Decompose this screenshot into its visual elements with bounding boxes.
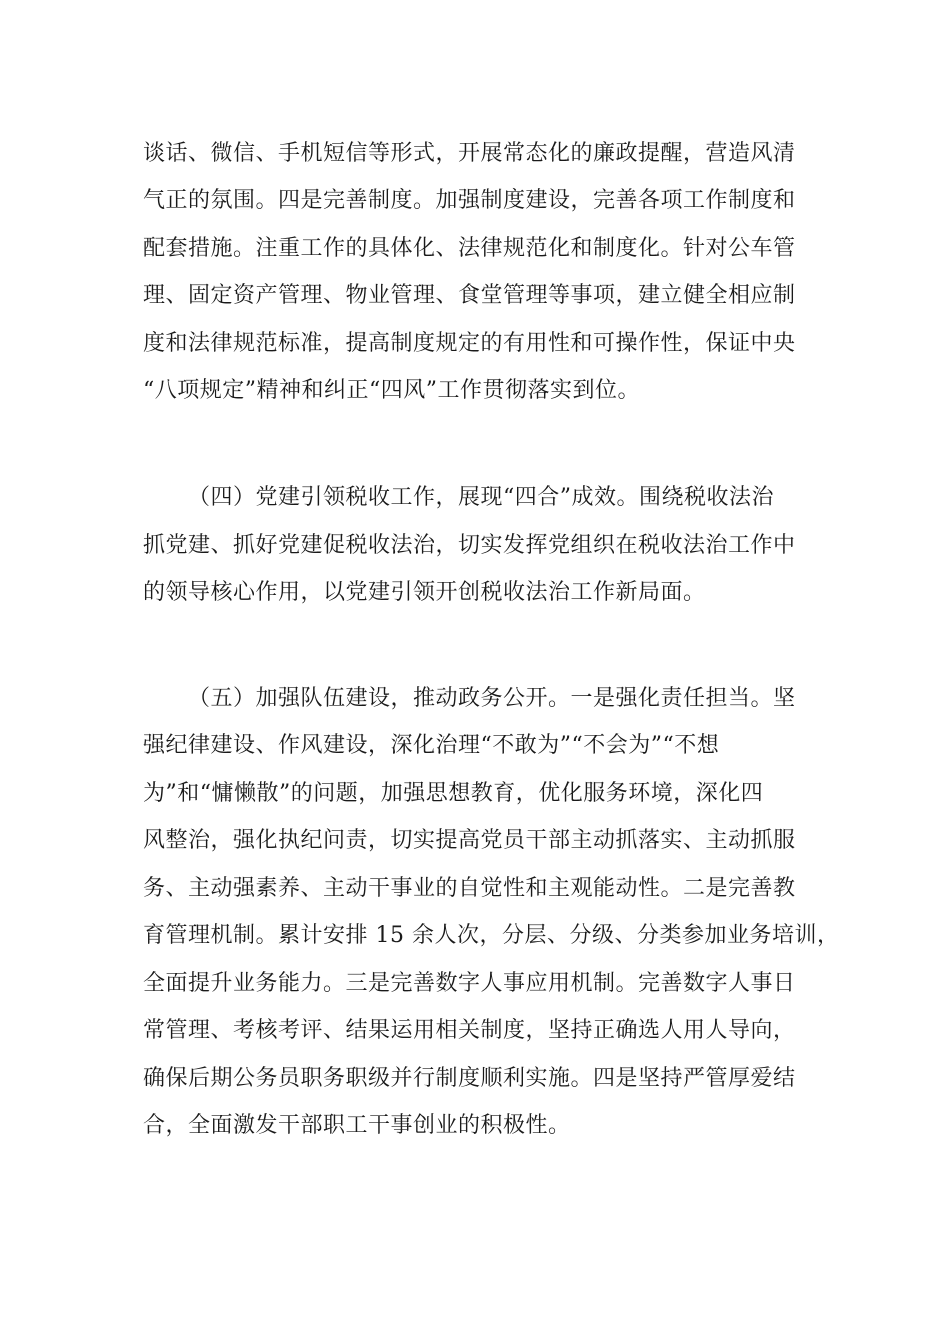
paragraph-line: 配套措施。注重工作的具体化、法律规范化和制度化。针对公车管 xyxy=(143,236,796,261)
paragraph-line: 确保后期公务员职务职级并行制度顺利实施。四是坚持严管厚爱结 xyxy=(143,1066,796,1091)
paragraph-line: “八项规定”精神和纠正“四风”工作贯彻落实到位。 xyxy=(143,378,640,403)
paragraph-line: 务、主动强素养、主动干事业的自觉性和主观能动性。二是完善教 xyxy=(143,876,796,901)
paragraph-line: 谈话、微信、手机短信等形式，开展常态化的廉政提醒，营造风清 xyxy=(143,141,796,166)
paragraph-line: （四）党建引领税收工作，展现“四合”成效。围绕税收法治 xyxy=(188,485,774,510)
paragraph-line: 的领导核心作用，以党建引领开创税收法治工作新局面。 xyxy=(143,580,706,605)
paragraph-line: 抓党建、抓好党建促税收法治，切实发挥党组织在税收法治工作中 xyxy=(143,533,796,558)
paragraph-line: 育管理机制。累计安排 15 余人次，分层、分级、分类参加业务培训， xyxy=(143,923,840,948)
paragraph-line: 为”和“慵懒散”的问题，加强思想教育，优化服务环境，深化四 xyxy=(143,781,764,806)
paragraph-line: 常管理、考核考评、结果运用相关制度，坚持正确选人用人导向， xyxy=(143,1018,796,1043)
paragraph-line: 理、固定资产管理、物业管理、食堂管理等事项，建立健全相应制 xyxy=(143,283,796,308)
paragraph-line: 风整治，强化执纪问责，切实提高党员干部主动抓落实、主动抓服 xyxy=(143,828,796,853)
paragraph-line: 度和法律规范标准，提高制度规定的有用性和可操作性，保证中央 xyxy=(143,331,796,356)
paragraph-line: 强纪律建设、作风建设，深化治理“不敢为”“不会为”“不想 xyxy=(143,733,720,758)
paragraph-line: 全面提升业务能力。三是完善数字人事应用机制。完善数字人事日 xyxy=(143,971,796,996)
paragraph-line: 气正的氛围。四是完善制度。加强制度建设，完善各项工作制度和 xyxy=(143,188,796,213)
paragraph-line: （五）加强队伍建设，推动政务公开。一是强化责任担当。坚 xyxy=(188,686,796,711)
paragraph-line: 合，全面激发干部职工干事创业的积极性。 xyxy=(143,1113,571,1138)
